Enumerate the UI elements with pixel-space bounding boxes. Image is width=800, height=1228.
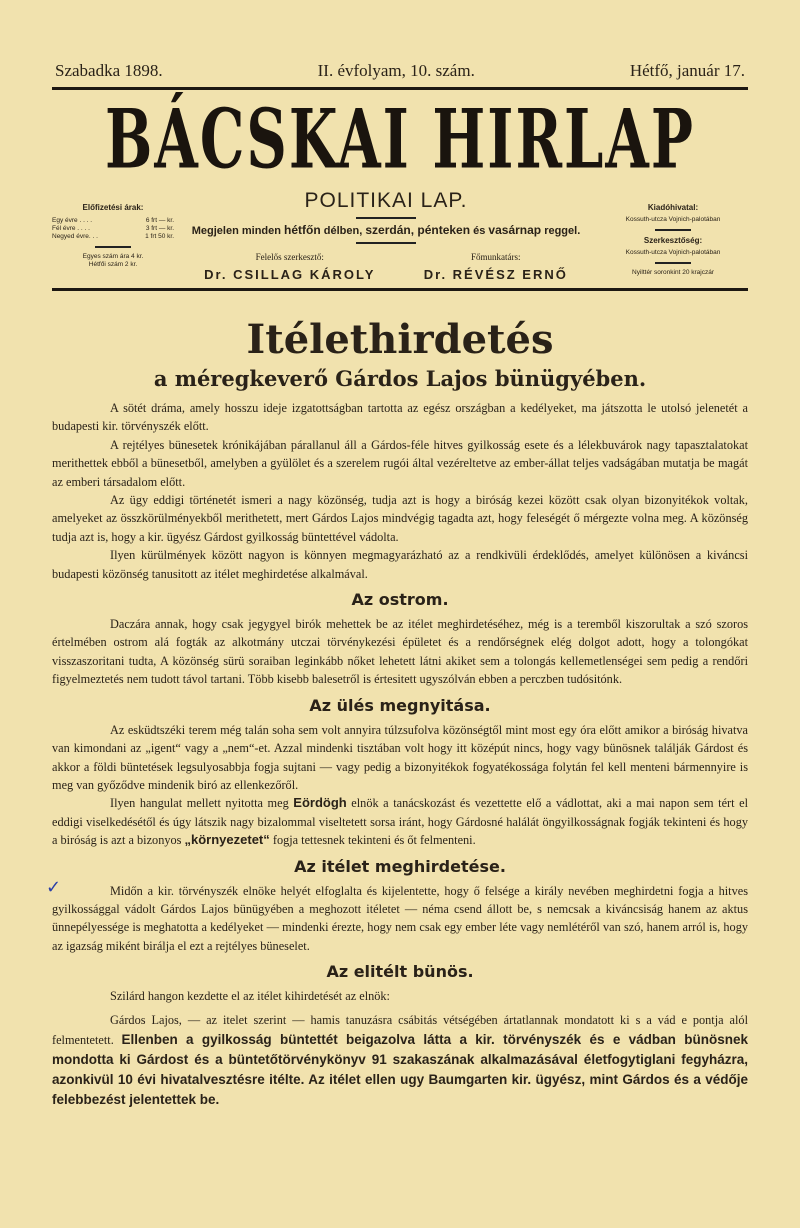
issue-date: Hétfő, január 17. bbox=[629, 61, 745, 80]
section-text: Az esküdtszéki terem még talán soha sem volt annyira túlzsufolva közönségtől mint most egy óra előtt amikor a biróság hivatva van kimondani az „igent“ vagy a „nem“-et. Azzal mindenki tisztában volt hogy itt középút nincs, hogy vagy bünösnek találják Gárdost és akkor a földi büntetések legsulyosabbja fogja sujtani — vagy pedig a bizonyitékok fogyatékossága folytán fel kell menteni bármennyire is meg van győződve mindenik biró az ellenkezőről. Ilyen hangulat mellett nyitotta meg Eördögh elnök a tanácskozást és vezettette elő a vádlottat, aki a mai napon sem tért el eddigi viselkedésétől és úgy látszik nagy bizalommal viseltetett sorsa iránt, hogy Gárdosné halálát öngyilkosságnak fogják tekinteni és hogy a biróság is azt a bizonyos „környezetet“ fogja tettesnek tekinteni és őt felmenteni. bbox=[52, 722, 748, 848]
article-subtitle: a méregkeverő Gárdos Lajos bünügyében. bbox=[153, 366, 647, 391]
section-heading: Az ülés megnyitása. bbox=[309, 695, 491, 715]
monday-price: Hétfői szám 2 kr. bbox=[88, 261, 138, 268]
price-row: Fél évre . . . . 3 frt — kr. bbox=[52, 225, 174, 232]
price-row: Negyed évre. . . 1 frt 50 kr. bbox=[52, 233, 174, 240]
editor-in-chief: Felelős szerkesztő: Dr. CSILLAG KÁROLY bbox=[204, 252, 376, 282]
masthead-area bbox=[52, 92, 748, 188]
intro-text: A sötét dráma, amely hosszu ideje izgatottságban tartotta az egész országban a kedélyeket, ma játszotta le utolsó jelenetét a budapesti kir. törvényszék előtt. A rejtélyes bünesetek krónikájában párallanul áll a Gárdos-féle hitves gyilkosság esete és a lélekbuvárok nagy tapasztalatokat merithettek ebből a bünesetből, amelyben a gyülölet és a szerelem rugói által vezéreltetve az ember-állat teljes vadságában mutatja be magát az emberi társadalom előtt. Az ügy eddigi történetét ismeri a nagy közönség, tudja azt is hogy a biróság kezei között csak olyan bizonyitékok voltak, amelyeket az összkörülményekből merithetett, mert Gárdos Lajos mindvégig tagadta azt, hogy feleségét ő mérgezte volna meg. A közönség tudja azt is, hogy a kir. ügyész Gárdost gyilkosság büntettével vádolta. Ilyen kürülmények között nagyon is könnyen megmagyarázható az a rendkivüli érdeklődés, amelyet különösen a kiváncsi budapesti közönség tanusitott az itélet meghirdetése alkalmával. bbox=[52, 401, 748, 581]
co-editor: Főmunkatárs: Dr. RÉVÉSZ ERNŐ bbox=[423, 252, 568, 282]
subscription-prices bbox=[52, 189, 174, 269]
issue-number: II. évfolyam, 10. szám. bbox=[317, 61, 475, 80]
price-row: Egy évre . . . . 6 frt — kr. bbox=[52, 217, 174, 224]
section-text: Szilárd hangon kezdette el az itélet kihirdetését az elnök: Gárdos Lajos, — az itelet szerint — hamis tanuzásra csábitás vétségében ártatlannak mondatott ki s a vád e pontja alól felmentetett. Ellenben a gyilkosság büntettét beigazolva látta a kir. törvényszék és e vádban bünösnek mondotta ki Gárdost és a büntetőtörvénykönyv 91 szakaszának alkalmazásával életfogytiglani fegyházra, azonkivül 10 évi hivatalvesztésre itélte. Az itélet ellen ugy Baumgarten kir. ügyész, mint Gárdos és a védője felebbezést jelentettek be. bbox=[52, 989, 749, 1107]
section-text: Daczára annak, hogy csak jegygyel birók mehettek be az itélet meghirdetéséhez, még is a teremből kiszorultak a szó szoros értelmében ostrom alá fogták az alkotmány utczai törvénykezési épületet és a rendőrségnek elég dolgot adott, hogy a tolongókat visszaszoritani tudta, A közönség sürü soraiban leginkább nőket lehetett látni akiket sem a tolongás kellemetlenségei sem pedig a rendőri figyelmeztetés nem tudott távol tartani. Több kisebb balesetről is értesitett ugyszólván ebben a perczben tudósitónk. bbox=[52, 617, 748, 687]
section-heading: Az itélet meghirdetése. bbox=[294, 856, 506, 876]
paper-subtitle: POLITIKAI LAP. bbox=[304, 189, 468, 212]
section-heading: Az elitélt bünös. bbox=[326, 962, 474, 982]
dateline bbox=[52, 60, 748, 82]
handwritten-mark: ✓ bbox=[46, 876, 62, 898]
single-price: Egyes szám ára 4 kr. bbox=[82, 253, 144, 260]
masthead: BÁCSKAI HIRLAP bbox=[105, 92, 695, 188]
center-info bbox=[174, 189, 598, 283]
divider bbox=[52, 87, 748, 90]
divider bbox=[52, 288, 748, 291]
masthead-info bbox=[52, 189, 748, 283]
section-heading: Az ostrom. bbox=[351, 590, 449, 610]
article-title: Itélethirdetés bbox=[246, 316, 554, 363]
divider bbox=[95, 246, 131, 248]
office-info: Kiadóhivatal: Kossuth-utcza Vojnich-palotában Szerkesztőség: Kossuth-utcza Vojnich-palotában Nyilttér soronkint 20 krajczár bbox=[625, 203, 721, 276]
publication-schedule: Megjelen minden hétfőn délben, szerdán, pénteken és vasárnap reggel. bbox=[180, 217, 592, 244]
section-text: ✓ Midőn a kir. törvényszék elnöke helyét elfoglalta és kijelentette, hogy ő felsége a király nevében meghirdetni fogja a hitves gyilkossággal vádolt Gárdos Lajos bünügyében a meghozott itéletet — néma csend állott be, s nemcsak a kiváncsiság hanem az aktus ünnepélyessége is meghatotta a kedélyeket — mindenki érezte, hogy nem csak egy ember léte vagy nemlétéről van szó, hanem arról is, hogy az igazság miként birálja el ezt a rejtélyes büneselet. bbox=[46, 876, 748, 953]
place-year: Szabadka 1898. bbox=[55, 61, 163, 80]
subscription-title: Előfizetési árak: bbox=[82, 203, 144, 212]
